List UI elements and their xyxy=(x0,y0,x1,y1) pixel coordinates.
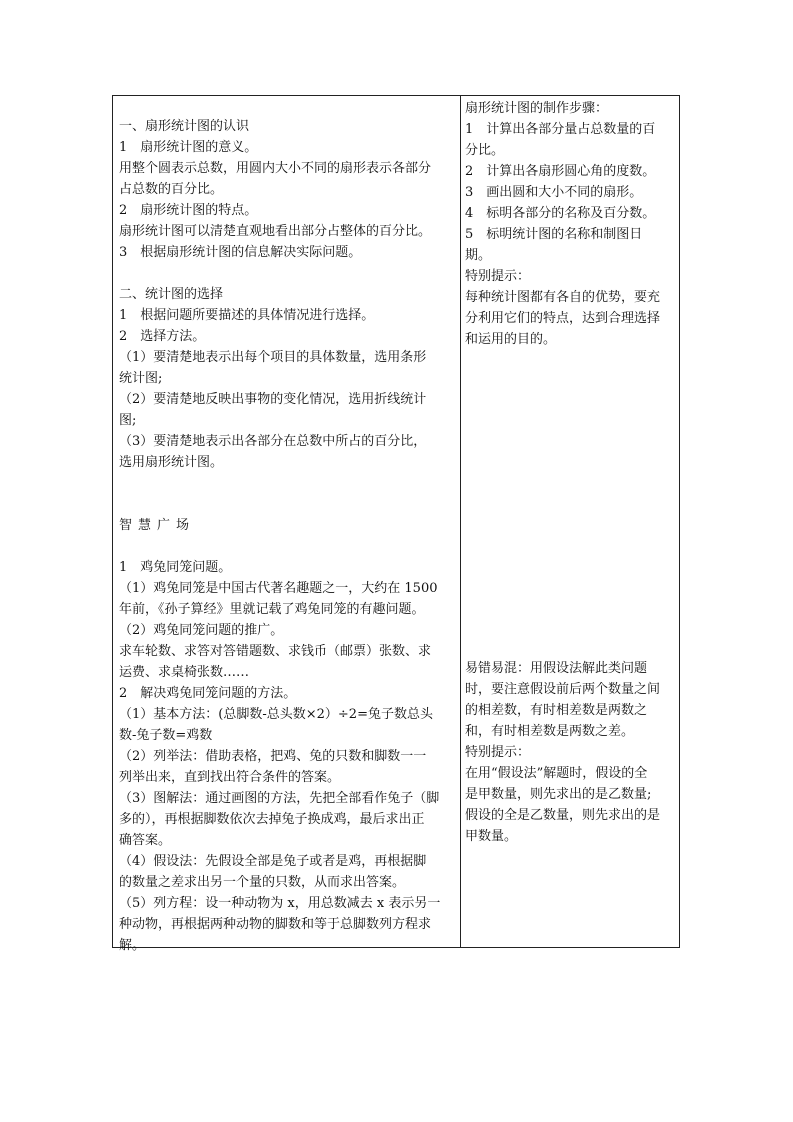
text-line: 在用“假设法”解题时，假设的全 xyxy=(465,766,648,781)
section-chart-choice xyxy=(119,284,455,473)
text-line: 5 标明统计图的名称和制图日 xyxy=(465,227,643,242)
text-line: 的相差数，有时相差数是两数之 xyxy=(465,703,648,718)
text-line: 期。 xyxy=(465,248,492,263)
section-heading-wisdom-square: 智慧广场 xyxy=(119,518,196,533)
text-line: 1 扇形统计图的意义。 xyxy=(119,140,258,155)
column-divider xyxy=(460,96,461,947)
text-line: 是甲数量，则先求出的是乙数量; xyxy=(465,787,652,802)
text-line: 求车轮数、求答对答错题数、求钱币（邮票）张数、求 xyxy=(119,644,432,659)
text-line: （1）要清楚地表示出每个项目的具体数量，选用条形 xyxy=(119,350,427,365)
text-line: 统计图; xyxy=(119,371,163,386)
text-line: 特别提示： xyxy=(465,269,531,284)
text-line: 甲数量。 xyxy=(465,829,518,844)
text-line: （3）图解法：通过画图的方法，先把全部看作兔子（脚 xyxy=(119,791,440,806)
text-line: 列举出来，直到找出符合条件的答案。 xyxy=(119,770,341,785)
text-line: 1 根据问题所要描述的具体情况进行选择。 xyxy=(119,308,375,323)
text-line: 用整个圆表示总数，用圆内大小不同的扇形表示各部分 xyxy=(119,161,432,176)
pie-chart-steps xyxy=(465,98,675,350)
text-line: 2 选择方法。 xyxy=(119,329,206,344)
text-line: 确答案。 xyxy=(119,833,172,848)
text-line: 4 标明各部分的名称及百分数。 xyxy=(465,206,656,221)
common-mistakes-note xyxy=(465,658,675,847)
text-line: 扇形统计图可以清楚直观地看出部分占整体的百分比。 xyxy=(119,224,432,239)
text-line: （2）要清楚地反映出事物的变化情况，选用折线统计 xyxy=(119,392,427,407)
text-line: 和，有时相差数是两数之差。 xyxy=(465,724,635,739)
section-heading: 二、统计图的选择 xyxy=(119,287,224,302)
text-line: 数-兔子数=鸡数 xyxy=(119,728,213,743)
text-line: （2）列举法：借助表格，把鸡、兔的只数和脚数一一 xyxy=(119,749,427,764)
text-line: 1 计算出各部分量占总数量的百 xyxy=(465,122,656,137)
text-line: （2）鸡兔同笼问题的推广。 xyxy=(119,623,284,638)
text-line: 运费、求桌椅张数…… xyxy=(119,665,250,680)
text-line: 和运用的目的。 xyxy=(465,332,557,347)
section-pie-chart xyxy=(119,116,455,263)
text-line: 易错易混：用假设法解此类问题 xyxy=(465,661,648,676)
section-chicken-rabbit xyxy=(119,557,455,956)
text-line: 每种统计图都有各自的优势，要充 xyxy=(465,290,661,305)
text-line: （1）基本方法：(总脚数-总头数×2）÷2=兔子数总头 xyxy=(119,707,433,722)
text-line: 多的），再根据脚数依次去掉兔子换成鸡，最后求出正 xyxy=(119,812,425,827)
text-line: 年前，《孙子算经》里就记载了鸡兔同笼的有趣问题。 xyxy=(119,602,425,617)
text-line: 3 画出圆和大小不同的扇形。 xyxy=(465,185,643,200)
text-line: 2 解决鸡兔同笼问题的方法。 xyxy=(119,686,297,701)
text-line: （1）鸡兔同笼是中国古代著名趣题之一，大约在 1500 xyxy=(119,581,438,596)
text-line: 3 根据扇形统计图的信息解决实际问题。 xyxy=(119,245,362,260)
text-line: 扇形统计图的制作步骤： xyxy=(465,101,609,116)
text-line: 2 扇形统计图的特点。 xyxy=(119,203,258,218)
text-line: 占总数的百分比。 xyxy=(119,182,224,197)
text-line: 2 计算出各扇形圆心角的度数。 xyxy=(465,164,656,179)
right-column xyxy=(465,98,675,943)
text-line: 分比。 xyxy=(465,143,505,158)
text-line: 假设的全是乙数量，则先求出的是 xyxy=(465,808,661,823)
text-line: 特别提示： xyxy=(465,745,531,760)
text-line: 分利用它们的特点，达到合理选择 xyxy=(465,311,661,326)
text-line: 图; xyxy=(119,413,137,428)
text-line: （3）要清楚地表示出各部分在总数中所占的百分比， xyxy=(119,434,427,449)
text-line: 种动物，再根据两种动物的脚数和等于总脚数列方程求 xyxy=(119,917,432,932)
text-line: 的数量之差求出另一个量的只数，从而求出答案。 xyxy=(119,875,406,890)
left-column xyxy=(119,116,455,956)
text-line: 选用扇形统计图。 xyxy=(119,455,224,470)
text-line: 时，要注意假设前后两个数量之间 xyxy=(465,682,661,697)
text-line: 1 鸡兔同笼问题。 xyxy=(119,560,232,575)
section-heading: 一、扇形统计图的认识 xyxy=(119,119,250,134)
text-line: 解。 xyxy=(119,938,146,953)
text-line: （5）列方程：设一种动物为 x，用总数减去 x 表示另一 xyxy=(119,896,441,911)
text-line: （4）假设法：先假设全部是兔子或者是鸡，再根据脚 xyxy=(119,854,427,869)
notes-table xyxy=(112,95,680,953)
